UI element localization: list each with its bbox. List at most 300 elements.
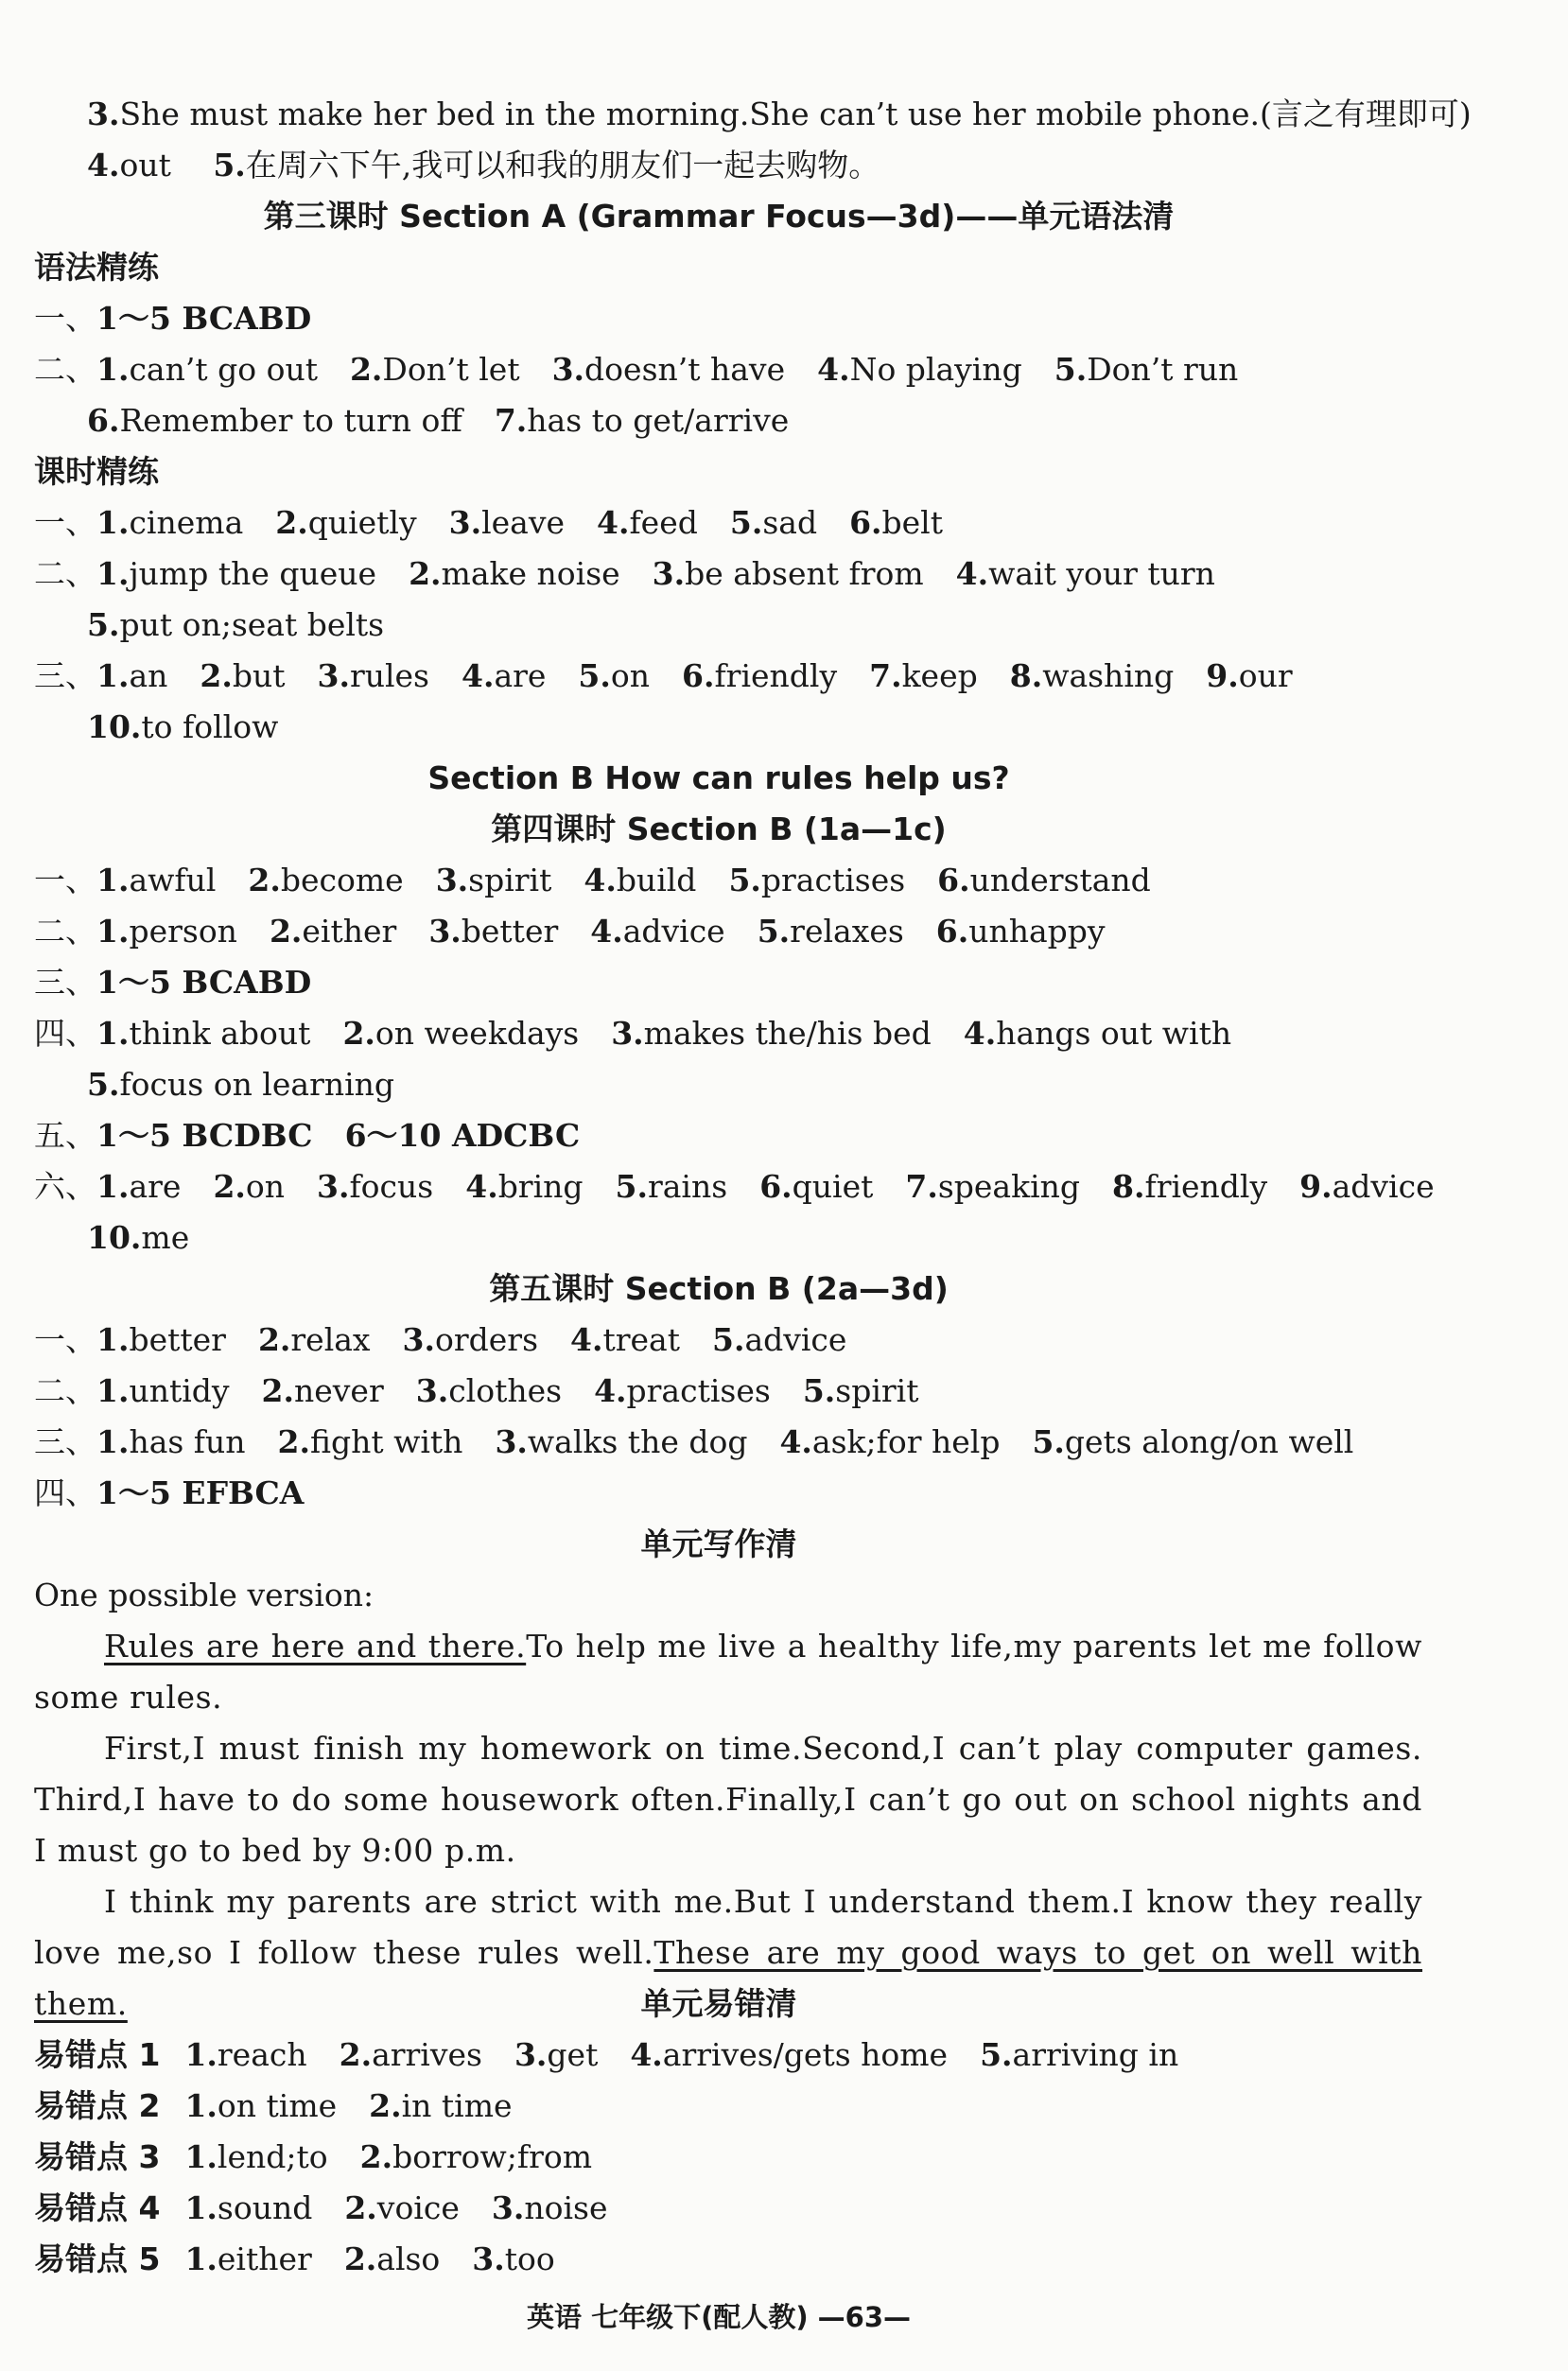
error-point-row [34, 2234, 555, 2285]
answer-item [779, 1423, 1000, 1460]
answer-item [578, 657, 650, 694]
error-point-row [34, 2081, 513, 2132]
answer-item [936, 913, 1106, 950]
question-group-prefix: 二、 [34, 913, 96, 950]
answer-number: 3. [415, 1372, 449, 1409]
page-footer: 英语 七年级下(配人教) —63— [526, 2301, 912, 2333]
answer-line [34, 549, 1215, 600]
writing-paragraph-2: First,I must finish my homework on time.Second,I can’t play computer games. Third,I have to do some housework often.Finally,I can’t go out on school nights and I must go to bed by 9:00 p.m. [34, 1730, 1422, 1869]
writing-paragraph-1: Rules are here and there.To help me live a healthy life,my parents let me follow some rules. [34, 1628, 1422, 1716]
answer-text: No playing [849, 351, 1022, 388]
answer-number: 5. [87, 1066, 120, 1103]
answer-item [248, 862, 403, 898]
answer-item [728, 862, 905, 898]
answer-item [937, 862, 1151, 898]
answer-number: 4. [779, 1423, 812, 1460]
answer-text: has fun [129, 1423, 246, 1460]
answer-text: advice [622, 913, 725, 950]
answer-number: 4. [963, 1015, 997, 1052]
answer-number: 8. [1009, 657, 1043, 694]
answer-item [344, 2240, 440, 2277]
answer-line [34, 651, 1293, 702]
answer-line: 四、1～5 EFBCA [34, 1474, 305, 1511]
error-point-label: 易错点 5 [34, 2240, 161, 2277]
answer-number: 1. [96, 862, 130, 898]
answer-text: focus [349, 1168, 434, 1205]
answer-item [472, 2240, 554, 2277]
answer-item [495, 1423, 747, 1460]
answer-item [1112, 1168, 1267, 1205]
answer-text: focus on learning [119, 1066, 395, 1103]
answer-number: 2. [275, 504, 308, 541]
answer-text: either [302, 913, 397, 950]
answer-item [964, 1015, 1231, 1052]
answer-item [184, 2240, 311, 2277]
answer-text: lend;to [217, 2138, 328, 2175]
answer-number: 1. [184, 2189, 218, 2226]
answer-number: 4. [465, 1168, 498, 1205]
answer-text: unhappy [968, 913, 1106, 950]
answer-text: awful [129, 862, 217, 898]
answer-text: think about [129, 1015, 311, 1052]
answer-item [96, 657, 167, 694]
error-point-label: 易错点 4 [34, 2189, 161, 2226]
writing-title: 单元写作清 [640, 1525, 797, 1562]
answer-text: advice [744, 1321, 847, 1358]
answer-number: 3. [317, 657, 350, 694]
answer-number: 2. [257, 1321, 291, 1358]
answer-item [611, 1015, 932, 1052]
answer-item [1206, 657, 1292, 694]
answer-item [758, 913, 904, 950]
answer-text: arrives/gets home [662, 2036, 949, 2073]
answer-number: 1. [96, 657, 130, 694]
answer-number: 5. [728, 862, 761, 898]
answer-text: spirit [468, 862, 552, 898]
answer-item [436, 862, 552, 898]
answer-text: belt [881, 504, 943, 541]
answer-item [849, 504, 943, 541]
answer-text: doesn’t have [584, 351, 786, 388]
answer-number: 2. [342, 1015, 375, 1052]
answer-text: fight with [309, 1423, 463, 1460]
answer-item [340, 2036, 482, 2073]
answer-text: on [245, 1168, 286, 1205]
answer-number: 2. [248, 862, 281, 898]
answer-text: either [217, 2240, 312, 2277]
answer-item [258, 1321, 371, 1358]
answer-line [34, 1315, 846, 1366]
answer-item [96, 555, 376, 592]
answer-number: 2. [349, 351, 383, 388]
answer-item [96, 1423, 246, 1460]
answer-line [34, 1366, 918, 1417]
answer-item [597, 504, 698, 541]
answer-item [184, 2087, 337, 2124]
answer-number: 3. [472, 2240, 505, 2277]
answer-item [492, 2189, 608, 2226]
answer-text: walks the dog [527, 1423, 748, 1460]
answer-item [87, 606, 384, 643]
answer-item [360, 2138, 592, 2175]
answer-item [409, 555, 620, 592]
answer-number: 1. [184, 2138, 218, 2175]
answer-item [200, 657, 285, 694]
answer-item [682, 657, 837, 694]
question-group-prefix: 三、 [34, 657, 96, 694]
question-group-prefix: 六、 [34, 1168, 96, 1205]
answer-text: relax [290, 1321, 371, 1358]
error-point-row [34, 2030, 1178, 2081]
answer-text: are [129, 1168, 182, 1205]
answer-text: too [504, 2240, 555, 2277]
answer-text: understand [969, 862, 1151, 898]
answer-text: washing [1042, 657, 1175, 694]
answer-text: Don’t let [382, 351, 520, 388]
section-b-title: Section B How can rules help us? [427, 759, 1010, 796]
writing-passage [34, 1621, 1422, 2030]
answer-line: 一、1～5 BCABD [34, 300, 312, 337]
answer-number: 9. [1206, 657, 1239, 694]
answer-text: can’t go out [129, 351, 318, 388]
answer-item [465, 1168, 583, 1205]
answer-text: borrow;from [392, 2138, 593, 2175]
answer-number: 3. [491, 2189, 525, 2226]
answer-item [759, 1168, 873, 1205]
question-group-prefix: 二、 [34, 351, 96, 388]
error-point-row [34, 2183, 607, 2234]
answer-item [730, 504, 817, 541]
answer-text: our [1238, 657, 1293, 694]
answer-text: Remember to turn off [119, 402, 462, 439]
answer-number: 7. [869, 657, 902, 694]
answer-text: makes the/his bed [643, 1015, 932, 1052]
answer-number: 5. [1054, 351, 1088, 388]
answer-text: on weekdays [375, 1015, 580, 1052]
answer-item [87, 708, 278, 745]
answer-item [87, 402, 462, 439]
answer-number: 1. [184, 2087, 218, 2124]
answer-text: leave [481, 504, 566, 541]
answer-text: Don’t run [1087, 351, 1239, 388]
answer-line [34, 344, 1238, 395]
answer-number: 6. [849, 504, 882, 541]
answer-item [449, 504, 565, 541]
error-point-label: 易错点 3 [34, 2138, 161, 2175]
answer-text: feed [629, 504, 698, 541]
answer-item [552, 351, 786, 388]
answer-number: 3. [611, 1015, 644, 1052]
answer-item [213, 1168, 285, 1205]
answer-line: 4.out 5.在周六下午,我可以和我的朋友们一起去购物。 [87, 147, 880, 183]
answer-number: 3. [435, 862, 469, 898]
answer-item [495, 402, 789, 439]
answer-number: 5. [980, 2036, 1013, 2073]
answer-text: get [547, 2036, 599, 2073]
answer-item [317, 657, 429, 694]
answer-number: 3. [402, 1321, 435, 1358]
answer-number: 5. [615, 1168, 648, 1205]
answer-number: 1. [96, 1015, 130, 1052]
answer-text: bring [497, 1168, 584, 1205]
answer-text: rules [349, 657, 429, 694]
answer-number: 5. [711, 1321, 745, 1358]
answer-number: 3. [495, 1423, 528, 1460]
answer-text: never [294, 1372, 384, 1409]
answer-item [184, 2138, 327, 2175]
lesson-4-title: 第四课时 Section B (1a—1c) [491, 811, 947, 847]
answer-number: 2. [277, 1423, 310, 1460]
answer-text: rains [647, 1168, 728, 1205]
answer-number: 4. [570, 1321, 603, 1358]
answer-item [462, 657, 546, 694]
answer-text: noise [524, 2189, 608, 2226]
answer-item [184, 2189, 312, 2226]
answer-text: practises [760, 862, 906, 898]
answer-item [869, 657, 978, 694]
answer-number: 1. [96, 504, 130, 541]
answer-number: 5. [87, 606, 120, 643]
answer-item [653, 555, 924, 592]
writing-intro: One possible version: [34, 1577, 375, 1613]
answer-item [96, 1321, 226, 1358]
answer-text: ask;for help [811, 1423, 1001, 1460]
errors-title: 单元易错清 [640, 1985, 797, 2022]
answer-text: 6～10 ADCBC [344, 1117, 581, 1154]
answer-text: practises [626, 1372, 771, 1409]
answer-text: make noise [441, 555, 620, 592]
answer-text: put on;seat belts [119, 606, 385, 643]
answer-number: 4. [461, 657, 495, 694]
answer-text: untidy [129, 1372, 230, 1409]
answer-number: 4. [594, 1372, 627, 1409]
answer-number: 1. [96, 1423, 130, 1460]
lesson-5-title: 第五课时 Section B (2a—3d) [489, 1270, 949, 1307]
answer-number: 2. [339, 2036, 373, 2073]
answer-text: has to get/arrive [527, 402, 790, 439]
answer-text: me [141, 1219, 190, 1256]
answer-text: advice [1332, 1168, 1435, 1205]
answer-text: become [280, 862, 404, 898]
answer-text: keep [901, 657, 978, 694]
answer-item [96, 1372, 230, 1409]
answer-item [1054, 351, 1239, 388]
answer-number: 2. [359, 2138, 393, 2175]
answer-text: jump the queue [129, 555, 377, 592]
question-group-prefix: 三、 [34, 1423, 96, 1460]
answer-number: 6. [87, 402, 120, 439]
answer-number: 2. [344, 2189, 377, 2226]
answer-item [275, 504, 416, 541]
answer-item [584, 862, 696, 898]
answer-number: 5. [1032, 1423, 1065, 1460]
answer-number: 6. [937, 862, 970, 898]
answer-number: 1. [96, 555, 130, 592]
answer-line [87, 1212, 189, 1264]
answer-text: speaking [937, 1168, 1081, 1205]
answer-item [96, 351, 318, 388]
answer-text: on time [217, 2087, 338, 2124]
answer-line [34, 1161, 1435, 1212]
answer-number: 3. [514, 2036, 548, 2073]
answer-number: 9. [1299, 1168, 1333, 1205]
answer-text: to follow [141, 708, 279, 745]
answer-line [87, 395, 789, 446]
question-group-prefix: 二、 [34, 555, 96, 592]
answer-item [342, 1015, 579, 1052]
answer-number: 4. [630, 2036, 663, 2073]
answer-number: 3. [317, 1168, 350, 1205]
answer-text: arriving in [1012, 2036, 1179, 2073]
answer-text: better [461, 913, 559, 950]
answer-item [803, 1372, 919, 1409]
answer-number: 2. [409, 555, 442, 592]
answer-item [345, 1117, 581, 1154]
answer-text: also [376, 2240, 441, 2277]
answer-line [87, 702, 278, 753]
answer-item [96, 913, 237, 950]
answer-number: 3. [448, 504, 482, 541]
answer-item [630, 2036, 948, 2073]
answer-text: quietly [307, 504, 417, 541]
answer-item [87, 1219, 189, 1256]
answer-text: wait your turn [988, 555, 1215, 592]
answer-text: on [610, 657, 650, 694]
answer-number: 1. [184, 2036, 218, 2073]
question-group-prefix: 一、 [34, 862, 96, 898]
answer-item [344, 2189, 460, 2226]
answer-text: friendly [1144, 1168, 1268, 1205]
answer-text: spirit [835, 1372, 919, 1409]
answer-text: orders [435, 1321, 539, 1358]
answer-number: 10. [87, 708, 142, 745]
answer-number: 6. [935, 913, 969, 950]
answer-text: 1～5 BCDBC [96, 1117, 313, 1154]
answer-item [270, 913, 396, 950]
answer-line [87, 600, 384, 651]
answer-text: in time [401, 2087, 513, 2124]
answer-item [1032, 1423, 1353, 1460]
answer-item [350, 351, 520, 388]
answer-text: cinema [129, 504, 244, 541]
answer-number: 1. [184, 2240, 218, 2277]
answer-item [262, 1372, 384, 1409]
error-point-row [34, 2132, 592, 2183]
answer-number: 4. [955, 555, 989, 592]
answer-item [712, 1321, 846, 1358]
answer-number: 1. [96, 913, 130, 950]
answer-item [96, 1168, 181, 1205]
answer-number: 4. [590, 913, 623, 950]
answer-item [369, 2087, 512, 2124]
answer-item [980, 2036, 1178, 2073]
answer-line [34, 497, 943, 549]
answer-text: sad [762, 504, 818, 541]
answer-number: 2. [213, 1168, 246, 1205]
answer-number: 6. [759, 1168, 793, 1205]
answer-number: 7. [494, 402, 528, 439]
answer-number: 3. [652, 555, 686, 592]
answer-item [416, 1372, 562, 1409]
question-group-prefix: 四、 [34, 1015, 96, 1052]
answer-item [87, 1066, 394, 1103]
grammar-practice-label: 语法精练 [34, 249, 159, 286]
answer-text: are [494, 657, 547, 694]
answer-number: 2. [269, 913, 303, 950]
answer-item [1010, 657, 1175, 694]
answer-item [403, 1321, 538, 1358]
answer-text: arrives [372, 2036, 482, 2073]
answer-number: 5. [802, 1372, 836, 1409]
answer-number: 10. [87, 1219, 142, 1256]
lesson-3-title: 第三课时 Section A (Grammar Focus—3d)——单元语法清 [263, 198, 1175, 235]
error-point-label: 易错点 1 [34, 2036, 161, 2073]
answer-text: friendly [714, 657, 838, 694]
answer-item [594, 1372, 771, 1409]
answer-text: but [232, 657, 286, 694]
answer-number: 2. [200, 657, 233, 694]
answer-number: 2. [261, 1372, 294, 1409]
question-group-prefix: 一、 [34, 1321, 96, 1358]
answer-item [514, 2036, 598, 2073]
answer-text: sound [217, 2189, 313, 2226]
answer-item [317, 1168, 433, 1205]
answer-item [96, 1117, 313, 1154]
error-point-label: 易错点 2 [34, 2087, 161, 2124]
answer-text: gets along/on well [1064, 1423, 1354, 1460]
answer-number: 1. [96, 1372, 130, 1409]
answer-text: quiet [792, 1168, 874, 1205]
answer-number: 4. [584, 862, 617, 898]
lesson-practice-label: 课时精练 [34, 453, 159, 490]
answer-line: 3.She must make her bed in the morning.She can’t use her mobile phone.(言之有理即可) [87, 96, 1472, 132]
answer-text: clothes [448, 1372, 563, 1409]
answer-number: 5. [757, 913, 791, 950]
answer-number: 2. [369, 2087, 402, 2124]
answer-item [96, 862, 216, 898]
answer-item [956, 555, 1215, 592]
answer-number: 1. [96, 1321, 130, 1358]
answer-text: be absent from [685, 555, 924, 592]
answer-number: 3. [551, 351, 585, 388]
question-group-prefix: 二、 [34, 1372, 96, 1409]
answer-text: build [616, 862, 697, 898]
answer-text: better [129, 1321, 226, 1358]
answer-number: 1. [96, 351, 130, 388]
answer-item [96, 1015, 310, 1052]
answer-line [34, 1008, 1231, 1059]
answer-number: 5. [729, 504, 763, 541]
answer-item [616, 1168, 728, 1205]
answer-item [1299, 1168, 1434, 1205]
answer-number: 2. [343, 2240, 377, 2277]
answer-text: person [129, 913, 237, 950]
answer-item [278, 1423, 463, 1460]
answer-text: hangs out with [996, 1015, 1232, 1052]
answer-item [590, 913, 724, 950]
answer-number: 1. [96, 1168, 130, 1205]
answer-item [96, 504, 243, 541]
answer-text: reach [217, 2036, 307, 2073]
answer-item [428, 913, 558, 950]
answer-number: 3. [428, 913, 462, 950]
answer-text: an [129, 657, 168, 694]
answer-number: 4. [817, 351, 850, 388]
answer-number: 7. [905, 1168, 938, 1205]
answer-line [34, 1417, 1353, 1468]
answer-line [34, 1110, 580, 1161]
answer-number: 6. [682, 657, 715, 694]
